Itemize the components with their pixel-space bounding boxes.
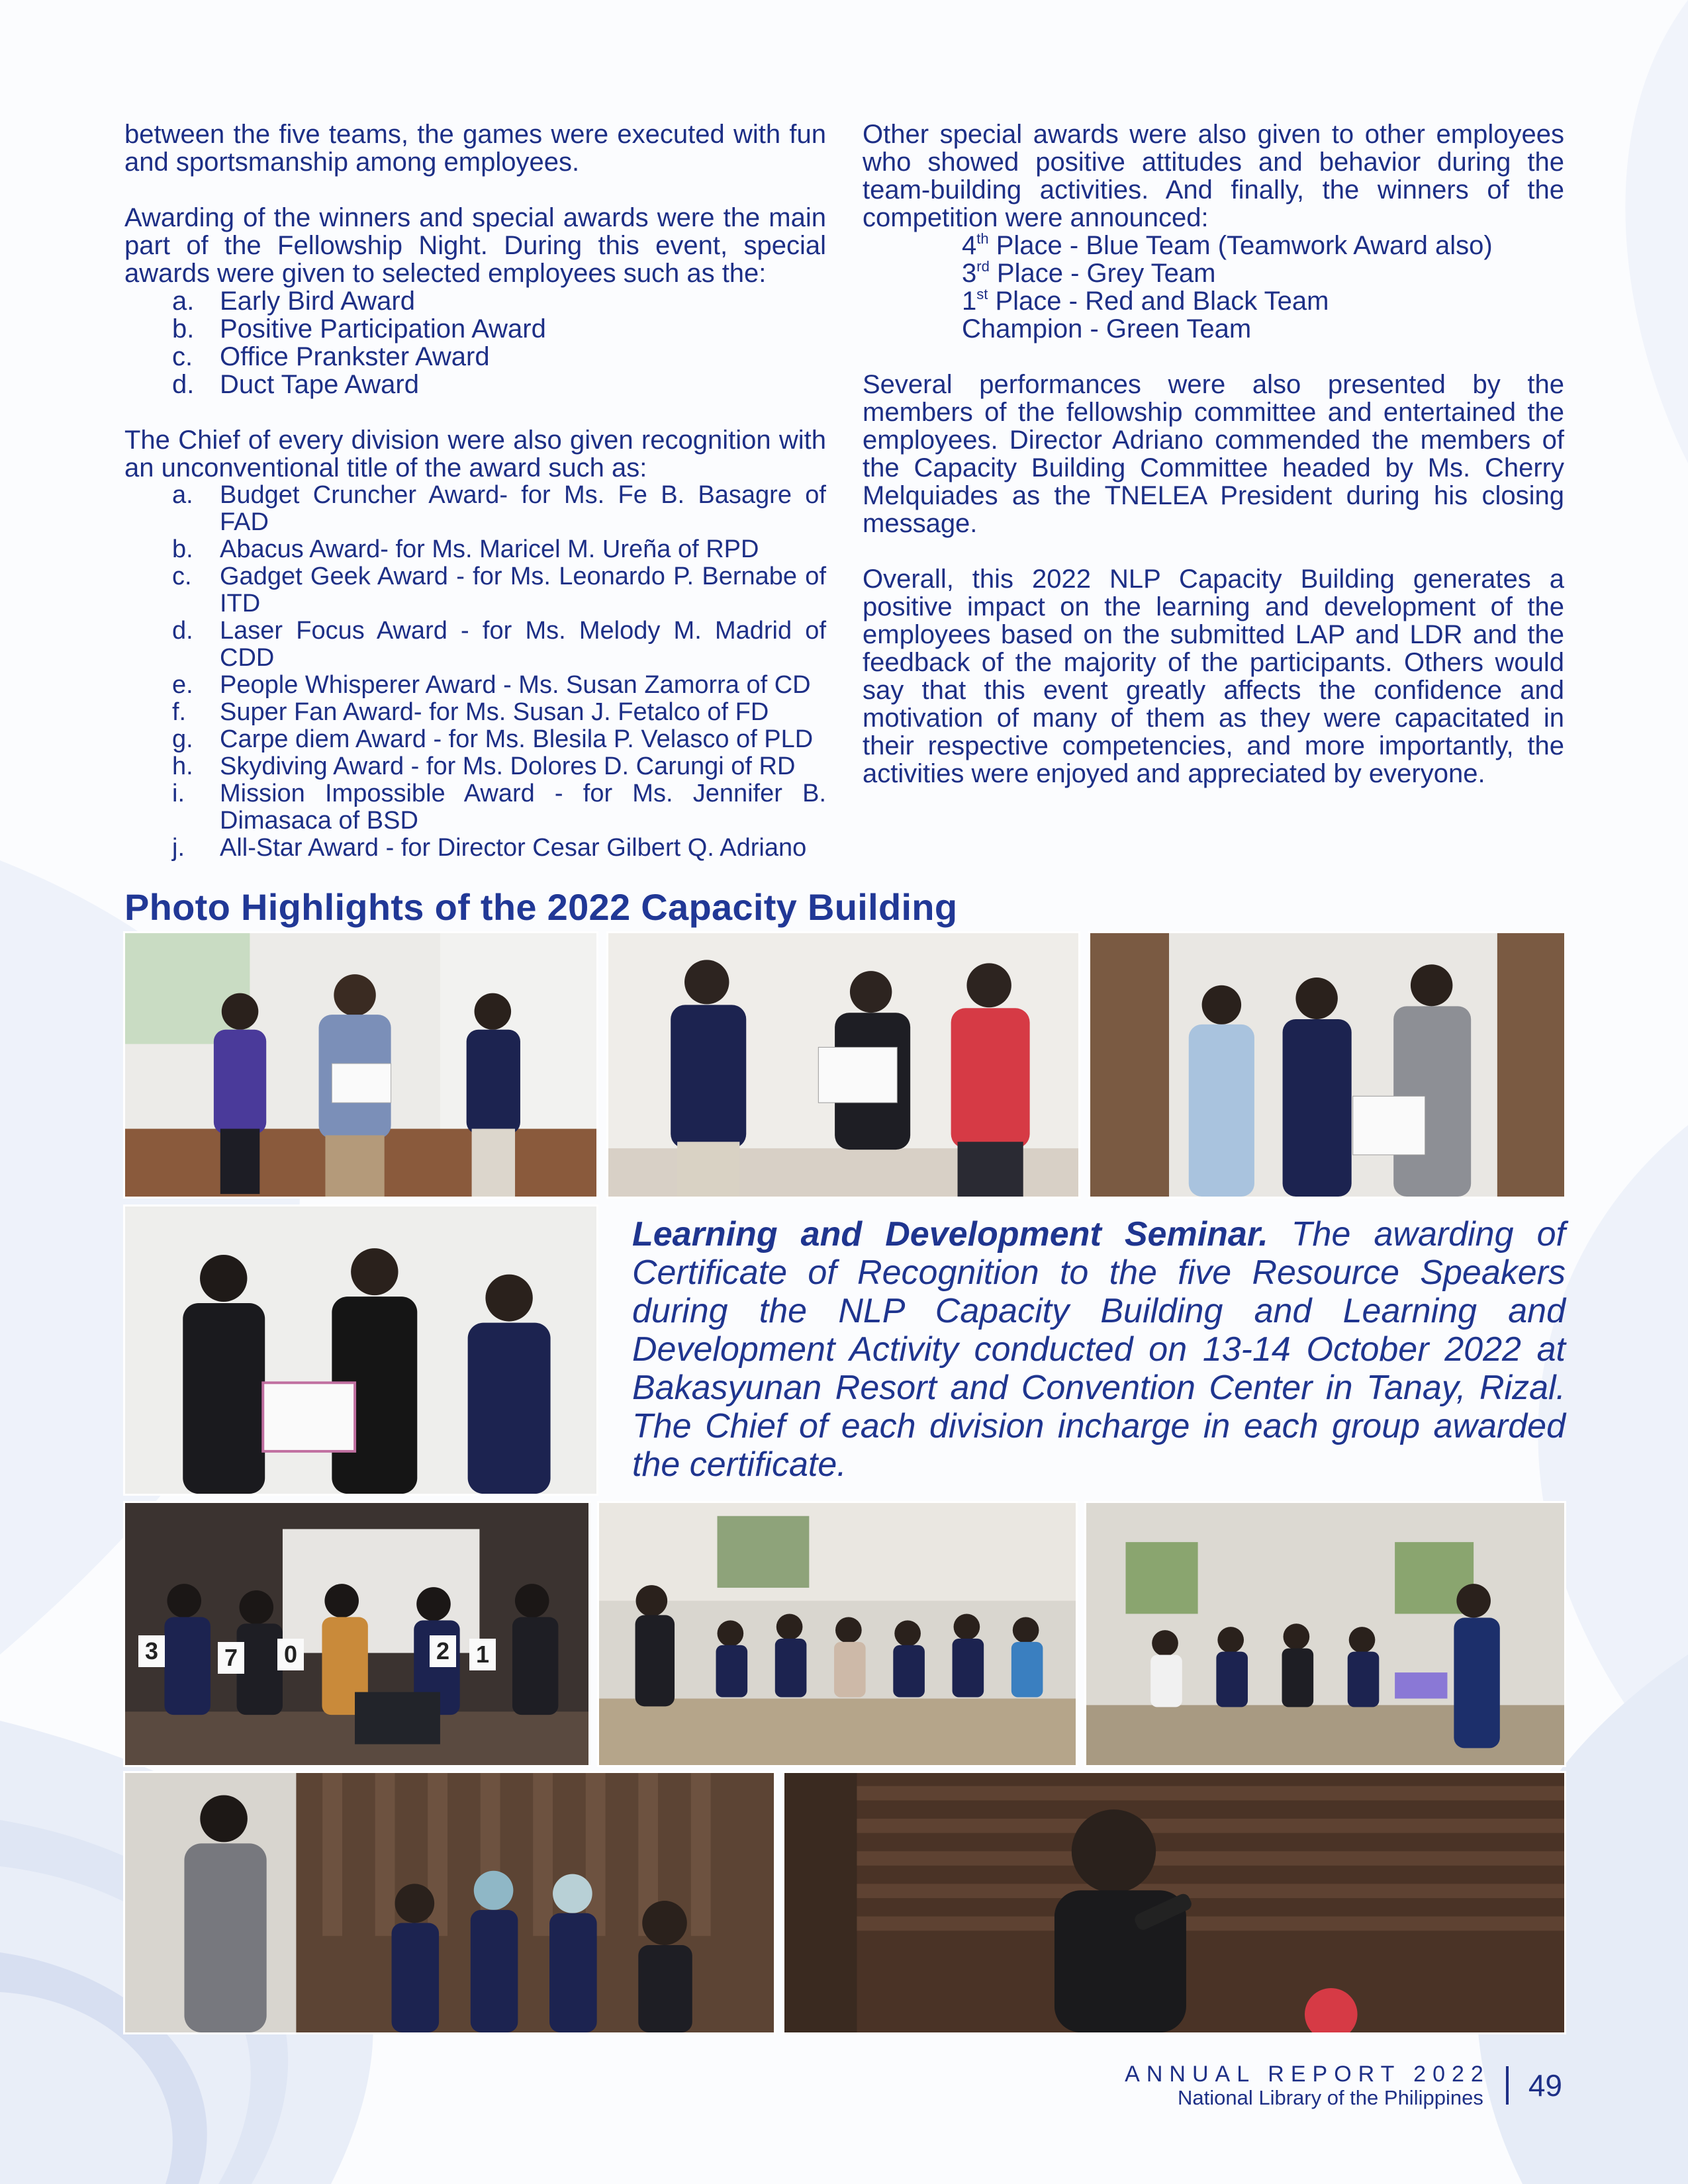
right-column	[863, 120, 1564, 788]
list-item: h. Skydiving Award - for Ms. Dolores D. Carungi of RD	[172, 752, 796, 780]
page-number: 49	[1528, 2068, 1562, 2103]
footer-divider	[1506, 2066, 1509, 2105]
number-card: 7	[218, 1642, 244, 1674]
list-item: c. Office Prankster Award	[172, 342, 490, 371]
list-item: e. People Whisperer Award - Ms. Susan Zamorra of CD	[172, 671, 811, 699]
right-paragraph-2: Several performances were also presented by the members of the fellowship committee and entertained the employees. Director Adriano commended the members of the Capacity Building Committee headed by Ms. Cherry Melquiades as the TNELEA President during his closing message.	[863, 370, 1564, 538]
left-paragraph-2: Awarding of the winners and special awards were the main part of the Fellowship Night. During this event, special awards were given to selected employees such as the:	[124, 203, 826, 288]
list-item: a. Early Bird Award	[172, 287, 415, 316]
number-card: 3	[138, 1635, 165, 1667]
list-item: 4th Place - Blue Team (Teamwork Award also)	[962, 230, 1493, 260]
photo-award-1	[123, 931, 598, 1199]
list-item: b. Positive Participation Award	[172, 314, 546, 343]
list-item: 1st Place - Red and Black Team	[962, 286, 1329, 316]
photo-award-2	[606, 931, 1080, 1199]
organization-name: National Library of the Philippines	[1178, 2086, 1483, 2109]
left-column	[124, 120, 826, 862]
photo-award-3	[1088, 931, 1566, 1199]
photo-speaker-2	[782, 1771, 1566, 2034]
list-item: f. Super Fan Award- for Ms. Susan J. Fetalco of FD	[172, 698, 769, 726]
photo-seminar-hall-1	[597, 1501, 1078, 1767]
number-card: 2	[430, 1635, 456, 1667]
left-paragraph-3: The Chief of every division were also given recognition with an unconventional title of the award such as:	[124, 426, 826, 482]
photo-highlights-title: Photo Highlights of the 2022 Capacity Building	[124, 886, 958, 928]
number-card: 0	[277, 1639, 304, 1670]
list-item: b. Abacus Award- for Ms. Maricel M. Ureña of RPD	[172, 535, 759, 563]
photo-award-4	[123, 1205, 598, 1496]
list-item: d. Duct Tape Award	[172, 370, 419, 399]
placings-list	[962, 232, 1564, 343]
photo-speaker-1	[123, 1771, 776, 2034]
list-item: c. Gadget Geek Award - for Ms. Leonardo P. Bernabe of ITD	[172, 563, 826, 617]
annual-report-label: ANNUAL REPORT 2022	[1125, 2062, 1490, 2087]
list-item: g. Carpe diem Award - for Ms. Blesila P. Velasco of PLD	[172, 725, 814, 753]
list-item: Champion - Green Team	[962, 314, 1252, 343]
right-paragraph-1: Other special awards were also given to other employees who showed positive attitudes and behavior during the team-building activities. And finally, the winners of the competition were announced:	[863, 120, 1564, 232]
number-card: 1	[469, 1639, 496, 1670]
list-item: j. All-Star Award - for Director Cesar Gilbert Q. Adriano	[172, 834, 807, 862]
special-awards-list	[172, 287, 826, 398]
photo-team-numbers	[123, 1501, 590, 1767]
page-footer	[1125, 2062, 1562, 2109]
left-paragraph-1: between the five teams, the games were executed with fun and sportsmanship among employees.	[124, 120, 826, 177]
photo-caption: Learning and Development Seminar. The awarding of Certificate of Recognition to the five Resource Speakers during the NLP Capacity Building and Learning and Development Activity conducted on 13-14 October 2022 at Bakasyunan Resort and Convention Center in Tanay, Rizal. The Chief of each division incharge in each group awarded the certificate.	[632, 1215, 1566, 1484]
list-item: i. Mission Impossible Award - for Ms. Jennifer B. Dimasaca of BSD	[172, 780, 826, 835]
list-item: d. Laser Focus Award - for Ms. Melody M. Madrid of CDD	[172, 617, 826, 672]
list-item: 3rd Place - Grey Team	[962, 258, 1216, 288]
chief-awards-list	[172, 482, 826, 862]
photo-seminar-hall-2	[1084, 1501, 1566, 1767]
list-item: a. Budget Cruncher Award- for Ms. Fe B. Basagre of FAD	[172, 481, 826, 536]
right-paragraph-3: Overall, this 2022 NLP Capacity Building generates a positive impact on the learning and development of the employees based on the submitted LAP and LDR and the feedback of the majority of the participants. Others would say that this event greatly affects the confidence and motivation of many of them as they were capacitated in their respective competencies, and more importantly, the activities were enjoyed and appreciated by everyone.	[863, 565, 1564, 788]
